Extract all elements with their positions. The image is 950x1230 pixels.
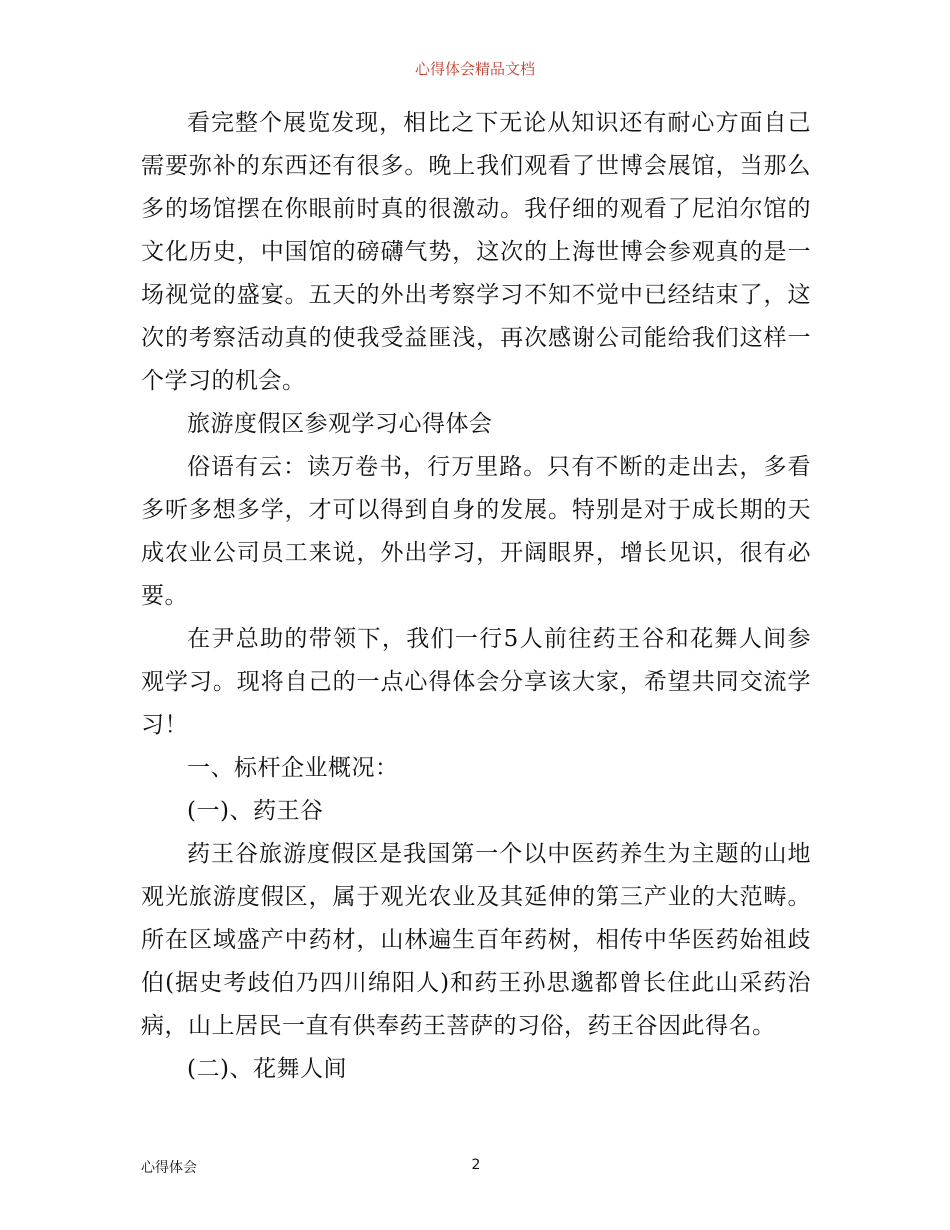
page-header-title: 心得体会精品文档 (414, 60, 535, 78)
document-body (141, 102, 811, 1091)
section-title: 旅游度假区参观学习心得体会 (187, 411, 493, 437)
subheading-huawu-renjian: (二)、花舞人间 (187, 1056, 347, 1082)
footer-label: 心得体会 (141, 1160, 197, 1176)
page-number: 2 (471, 1157, 481, 1173)
paragraph-expo-visit: 看完整个展览发现，相比之下无论从知识还有耐心方面自己需要弥补的东西还有很多。晚上我们观看了世博会展馆，当那么多的场馆摆在你眼前时真的很激动。我仔细的观看了尼泊尔馆的文化历史，中国馆的磅礴气势，这次的上海世博会参观真的是一场视觉的盛宴。五天的外出考察学习不知不觉中已经结束了，这次的考察活动真的使我受益匪浅，再次感谢公司能给我们这样一个学习的机会。 (141, 110, 811, 394)
heading-benchmark-overview: 一、标杆企业概况： (187, 755, 399, 781)
paragraph-yaowang-valley: 药王谷旅游度假区是我国第一个以中医药养生为主题的山地观光旅游度假区，属于观光农业及其延伸的第三产业的大范畴。所在区域盛产中药材，山林遍生百年药树，相传中华医药始祖歧伯(据史考歧伯乃四川绵阳人)和药王孙思邈都曾长住此山采药治病，山上居民一直有供奉药王菩萨的习俗，药王谷因此得名。 (141, 841, 811, 1039)
paragraph-visit-intro: 在尹总助的带领下，我们一行5人前往药王谷和花舞人间参观学习。现将自己的一点心得体会分享该大家，希望共同交流学习！ (141, 626, 811, 738)
subheading-yaowang-valley: (一)、药王谷 (187, 798, 324, 824)
paragraph-proverb: 俗语有云：读万卷书，行万里路。只有不断的走出去，多看多听多想多学，才可以得到自身的发展。特别是对于成长期的天成农业公司员工来说，外出学习，开阔眼界，增长见识，很有必要。 (141, 454, 811, 609)
